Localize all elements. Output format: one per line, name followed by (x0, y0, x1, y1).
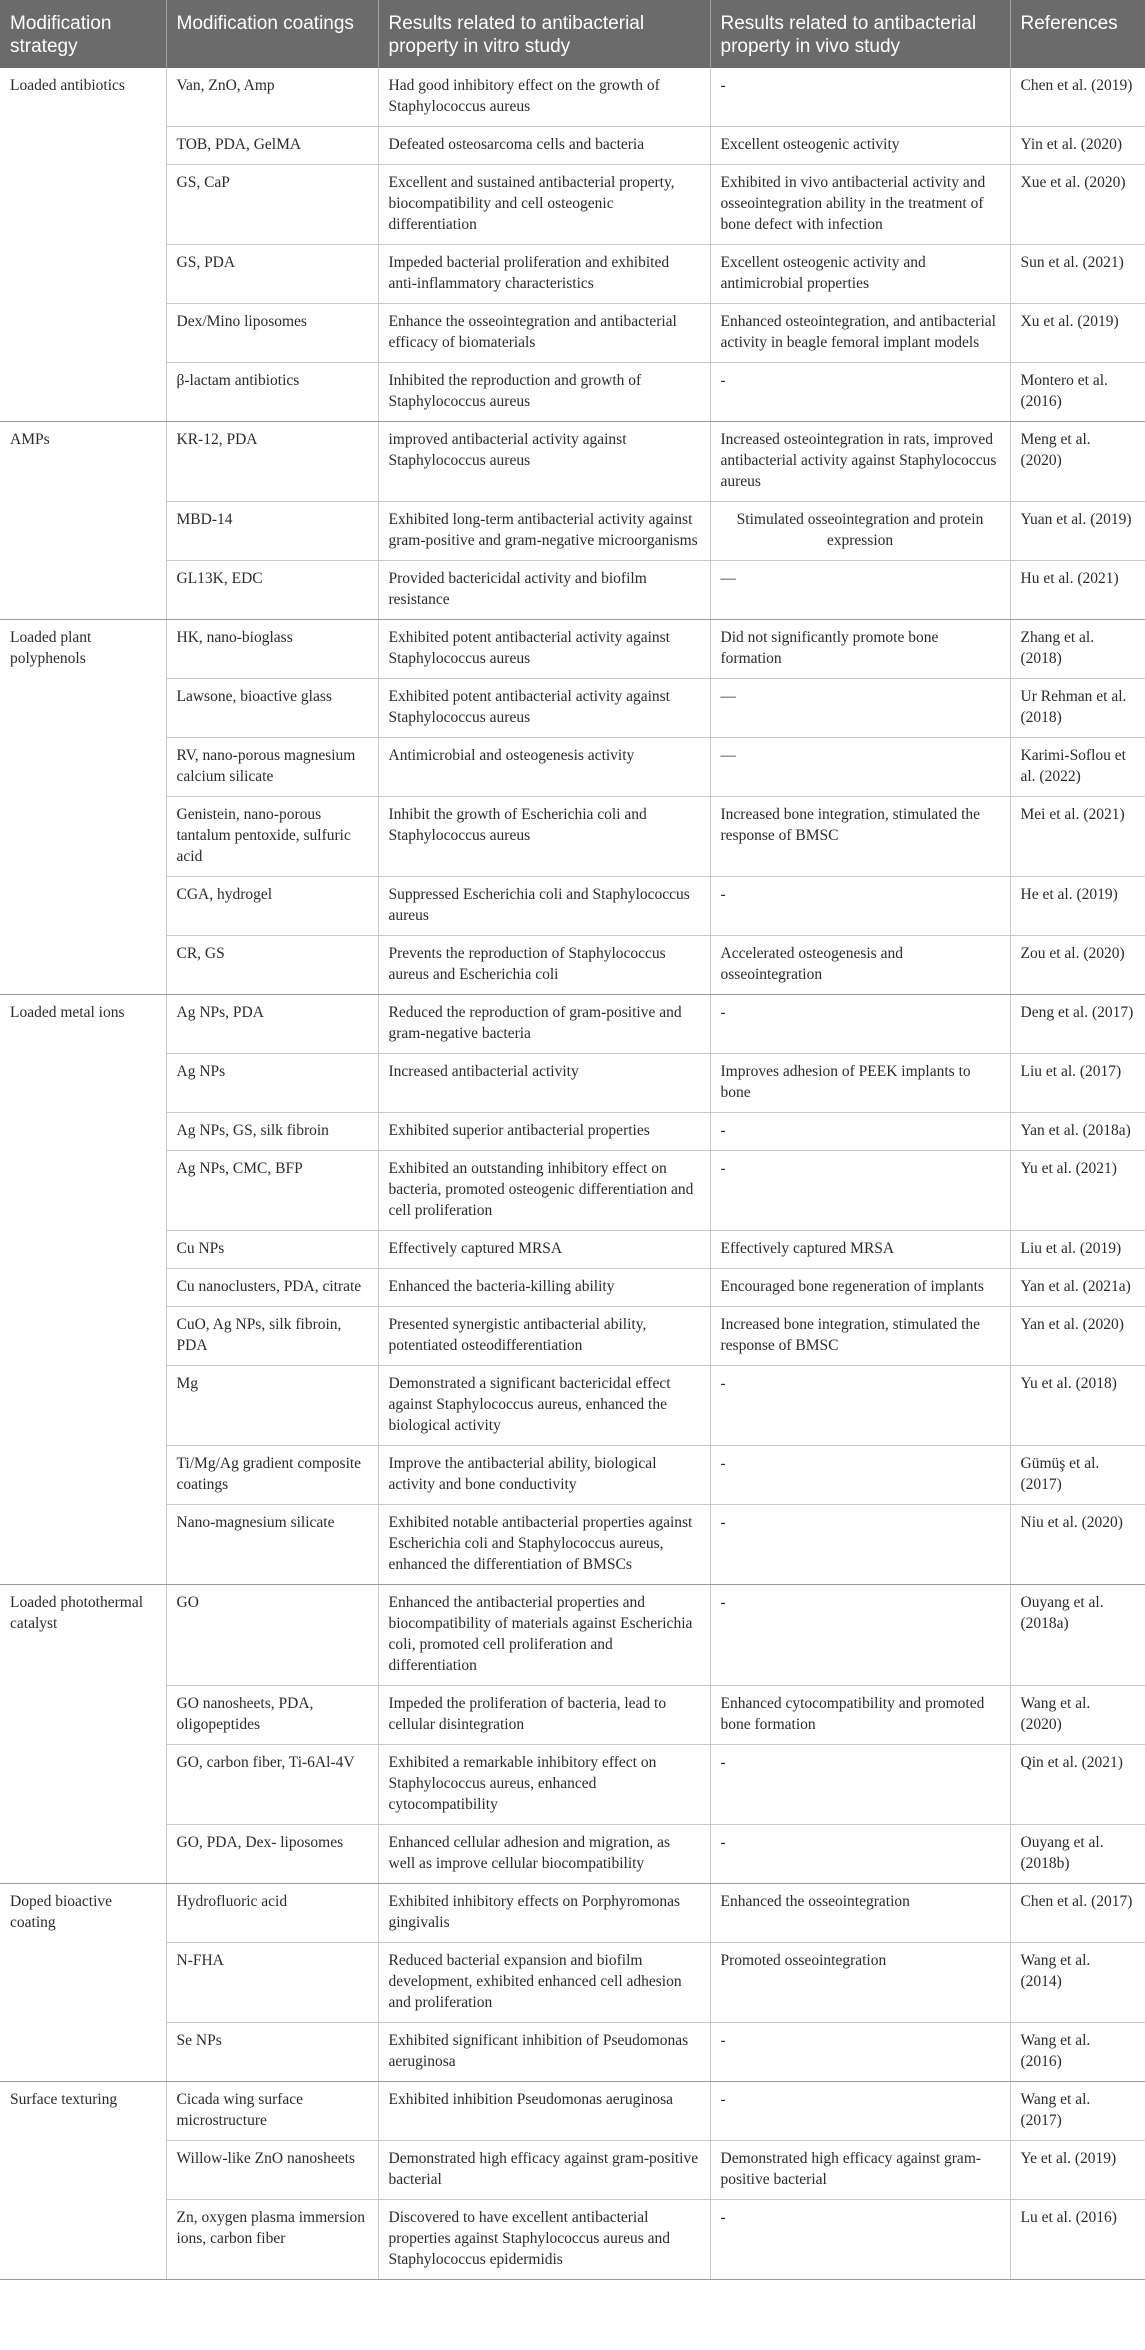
in-vivo-cell: - (710, 1825, 1010, 1884)
strategy-cell: Loaded photothermal catalyst (0, 1585, 166, 1884)
in-vivo-cell: Accelerated osteogenesis and osseointegration (710, 936, 1010, 995)
header-coatings: Modification coatings (166, 0, 378, 68)
coating-cell: Zn, oxygen plasma immersion ions, carbon fiber (166, 2200, 378, 2280)
coating-cell: Willow-like ZnO nanosheets (166, 2141, 378, 2200)
reference-cell: Chen et al. (2017) (1010, 1884, 1145, 1943)
reference-cell: Wang et al. (2020) (1010, 1686, 1145, 1745)
in-vitro-cell: Enhanced the antibacterial properties and biocompatibility of materials against Escherichia coli, promoted cell proliferation and differentiation (378, 1585, 710, 1686)
coating-cell: TOB, PDA, GelMA (166, 127, 378, 165)
reference-cell: Liu et al. (2019) (1010, 1231, 1145, 1269)
reference-cell: Zhang et al. (2018) (1010, 620, 1145, 679)
coating-cell: GO nanosheets, PDA, oligopeptides (166, 1686, 378, 1745)
in-vitro-cell: Presented synergistic antibacterial ability, potentiated osteodifferentiation (378, 1307, 710, 1366)
in-vivo-cell: - (710, 68, 1010, 127)
in-vivo-cell: — (710, 679, 1010, 738)
coating-cell: Ag NPs, GS, silk fibroin (166, 1113, 378, 1151)
strategy-cell: Doped bioactive coating (0, 1884, 166, 2082)
table-row (0, 304, 1145, 363)
coating-cell: KR-12, PDA (166, 422, 378, 502)
in-vitro-cell: Antimicrobial and osteogenesis activity (378, 738, 710, 797)
reference-cell: Wang et al. (2017) (1010, 2082, 1145, 2141)
coating-cell: Hydrofluoric acid (166, 1884, 378, 1943)
in-vivo-cell: - (710, 1505, 1010, 1585)
in-vitro-cell: improved antibacterial activity against Staphylococcus aureus (378, 422, 710, 502)
reference-cell: Lu et al. (2016) (1010, 2200, 1145, 2280)
in-vivo-cell: Improves adhesion of PEEK implants to bone (710, 1054, 1010, 1113)
coating-cell: Ag NPs, CMC, BFP (166, 1151, 378, 1231)
in-vivo-cell: Effectively captured MRSA (710, 1231, 1010, 1269)
coating-cell: Ag NPs, PDA (166, 995, 378, 1054)
table-row (0, 936, 1145, 995)
in-vitro-cell: Exhibited superior antibacterial properties (378, 1113, 710, 1151)
coating-cell: β-lactam antibiotics (166, 363, 378, 422)
in-vitro-cell: Provided bactericidal activity and biofilm resistance (378, 561, 710, 620)
coating-cell: Lawsone, bioactive glass (166, 679, 378, 738)
reference-cell: Gümüş et al. (2017) (1010, 1446, 1145, 1505)
coating-cell: Cu NPs (166, 1231, 378, 1269)
in-vitro-cell: Had good inhibitory effect on the growth of Staphylococcus aureus (378, 68, 710, 127)
in-vivo-cell: - (710, 877, 1010, 936)
table-row (0, 502, 1145, 561)
coating-cell: N-FHA (166, 1943, 378, 2023)
in-vivo-cell: Excellent osteogenic activity (710, 127, 1010, 165)
reference-cell: Deng et al. (2017) (1010, 995, 1145, 1054)
reference-cell: Yu et al. (2018) (1010, 1366, 1145, 1446)
table-row (0, 1269, 1145, 1307)
table-row (0, 2082, 1145, 2141)
coating-cell: Cu nanoclusters, PDA, citrate (166, 1269, 378, 1307)
table-row (0, 1151, 1145, 1231)
strategy-cell: Loaded plant polyphenols (0, 620, 166, 995)
in-vitro-cell: Reduced bacterial expansion and biofilm development, exhibited enhanced cell adhesion and proliferation (378, 1943, 710, 2023)
reference-cell: He et al. (2019) (1010, 877, 1145, 936)
in-vitro-cell: Reduced the reproduction of gram-positive and gram-negative bacteria (378, 995, 710, 1054)
reference-cell: Yin et al. (2020) (1010, 127, 1145, 165)
reference-cell: Wang et al. (2016) (1010, 2023, 1145, 2082)
in-vitro-cell: Impeded bacterial proliferation and exhibited anti-inflammatory characteristics (378, 245, 710, 304)
reference-cell: Sun et al. (2021) (1010, 245, 1145, 304)
reference-cell: Yuan et al. (2019) (1010, 502, 1145, 561)
reference-cell: Niu et al. (2020) (1010, 1505, 1145, 1585)
table-row (0, 1231, 1145, 1269)
header-in-vitro: Results related to antibacterial property in vitro study (378, 0, 710, 68)
coating-cell: GO, PDA, Dex- liposomes (166, 1825, 378, 1884)
in-vivo-cell: Increased bone integration, stimulated the response of BMSC (710, 797, 1010, 877)
in-vitro-cell: Enhanced cellular adhesion and migration, as well as improve cellular biocompatibility (378, 1825, 710, 1884)
in-vitro-cell: Impeded the proliferation of bacteria, lead to cellular disintegration (378, 1686, 710, 1745)
strategy-cell: Surface texturing (0, 2082, 166, 2280)
reference-cell: Mei et al. (2021) (1010, 797, 1145, 877)
coating-cell: GO (166, 1585, 378, 1686)
in-vivo-cell: - (710, 1366, 1010, 1446)
reference-cell: Ouyang et al. (2018a) (1010, 1585, 1145, 1686)
in-vivo-cell: - (710, 2200, 1010, 2280)
strategy-cell: Loaded antibiotics (0, 68, 166, 422)
table-row (0, 68, 1145, 127)
table-row (0, 363, 1145, 422)
table-body (0, 68, 1145, 2280)
table-row (0, 995, 1145, 1054)
in-vitro-cell: Exhibited potent antibacterial activity against Staphylococcus aureus (378, 679, 710, 738)
in-vivo-cell: - (710, 363, 1010, 422)
reference-cell: Ouyang et al. (2018b) (1010, 1825, 1145, 1884)
coating-cell: MBD-14 (166, 502, 378, 561)
table-row (0, 1505, 1145, 1585)
in-vitro-cell: Suppressed Escherichia coli and Staphylococcus aureus (378, 877, 710, 936)
in-vivo-cell: Encouraged bone regeneration of implants (710, 1269, 1010, 1307)
reference-cell: Yan et al. (2018a) (1010, 1113, 1145, 1151)
reference-cell: Qin et al. (2021) (1010, 1745, 1145, 1825)
in-vivo-cell: - (710, 1113, 1010, 1151)
reference-cell: Xu et al. (2019) (1010, 304, 1145, 363)
in-vivo-cell: Enhanced osteointegration, and antibacterial activity in beagle femoral implant models (710, 304, 1010, 363)
coating-cell: HK, nano-bioglass (166, 620, 378, 679)
in-vivo-cell: - (710, 1151, 1010, 1231)
table-row (0, 1686, 1145, 1745)
strategy-cell: AMPs (0, 422, 166, 620)
in-vivo-cell: Enhanced cytocompatibility and promoted bone formation (710, 1686, 1010, 1745)
coating-cell: CuO, Ag NPs, silk fibroin, PDA (166, 1307, 378, 1366)
in-vivo-cell: - (710, 1446, 1010, 1505)
reference-cell: Chen et al. (2019) (1010, 68, 1145, 127)
coating-cell: Mg (166, 1366, 378, 1446)
in-vivo-cell: - (710, 995, 1010, 1054)
table-row (0, 877, 1145, 936)
reference-cell: Yan et al. (2021a) (1010, 1269, 1145, 1307)
coating-cell: Cicada wing surface microstructure (166, 2082, 378, 2141)
coating-cell: GS, CaP (166, 165, 378, 245)
table-row (0, 797, 1145, 877)
in-vivo-cell: - (710, 2082, 1010, 2141)
coating-cell: CGA, hydrogel (166, 877, 378, 936)
table-row (0, 561, 1145, 620)
table-row (0, 127, 1145, 165)
reference-cell: Yu et al. (2021) (1010, 1151, 1145, 1231)
table-row (0, 1745, 1145, 1825)
in-vitro-cell: Exhibited an outstanding inhibitory effect on bacteria, promoted osteogenic differentiation and cell proliferation (378, 1151, 710, 1231)
in-vivo-cell: Increased osteointegration in rats, improved antibacterial activity against Staphylococcus aureus (710, 422, 1010, 502)
coating-cell: Genistein, nano-porous tantalum pentoxide, sulfuric acid (166, 797, 378, 877)
in-vitro-cell: Improve the antibacterial ability, biological activity and bone conductivity (378, 1446, 710, 1505)
in-vivo-cell: Promoted osseointegration (710, 1943, 1010, 2023)
in-vitro-cell: Exhibited significant inhibition of Pseudomonas aeruginosa (378, 2023, 710, 2082)
header-row (0, 0, 1145, 68)
in-vivo-cell: Increased bone integration, stimulated the response of BMSC (710, 1307, 1010, 1366)
table-row (0, 1113, 1145, 1151)
in-vitro-cell: Inhibited the reproduction and growth of Staphylococcus aureus (378, 363, 710, 422)
table-row (0, 1366, 1145, 1446)
in-vitro-cell: Exhibited a remarkable inhibitory effect on Staphylococcus aureus, enhanced cytocompatibility (378, 1745, 710, 1825)
coating-cell: GL13K, EDC (166, 561, 378, 620)
in-vitro-cell: Exhibited inhibition Pseudomonas aeruginosa (378, 2082, 710, 2141)
header-references: References (1010, 0, 1145, 68)
table-row (0, 1825, 1145, 1884)
coating-cell: GS, PDA (166, 245, 378, 304)
in-vitro-cell: Exhibited notable antibacterial properties against Escherichia coli and Staphylococcus aureus, enhanced the differentiation of BMSCs (378, 1505, 710, 1585)
strategy-cell: Loaded metal ions (0, 995, 166, 1585)
table-row (0, 1446, 1145, 1505)
in-vitro-cell: Discovered to have excellent antibacterial properties against Staphylococcus aureus and Staphylococcus epidermidis (378, 2200, 710, 2280)
table-row (0, 2023, 1145, 2082)
reference-cell: Ye et al. (2019) (1010, 2141, 1145, 2200)
in-vivo-cell: — (710, 561, 1010, 620)
reference-cell: Meng et al. (2020) (1010, 422, 1145, 502)
table-row (0, 1054, 1145, 1113)
reference-cell: Liu et al. (2017) (1010, 1054, 1145, 1113)
in-vivo-cell: Excellent osteogenic activity and antimicrobial properties (710, 245, 1010, 304)
coating-cell: CR, GS (166, 936, 378, 995)
table-row (0, 1585, 1145, 1686)
reference-cell: Ur Rehman et al. (2018) (1010, 679, 1145, 738)
in-vivo-cell: Demonstrated high efficacy against gram-positive bacterial (710, 2141, 1010, 2200)
in-vivo-cell: - (710, 2023, 1010, 2082)
table-row (0, 245, 1145, 304)
coating-cell: Se NPs (166, 2023, 378, 2082)
in-vitro-cell: Prevents the reproduction of Staphylococcus aureus and Escherichia coli (378, 936, 710, 995)
in-vitro-cell: Defeated osteosarcoma cells and bacteria (378, 127, 710, 165)
coating-cell: Dex/Mino liposomes (166, 304, 378, 363)
reference-cell: Yan et al. (2020) (1010, 1307, 1145, 1366)
header-strategy: Modification strategy (0, 0, 166, 68)
coating-cell: Ti/Mg/Ag gradient composite coatings (166, 1446, 378, 1505)
coating-cell: Van, ZnO, Amp (166, 68, 378, 127)
in-vivo-cell: Exhibited in vivo antibacterial activity and osseointegration ability in the treatment of bone defect with infection (710, 165, 1010, 245)
reference-cell: Wang et al. (2014) (1010, 1943, 1145, 2023)
in-vitro-cell: Excellent and sustained antibacterial property, biocompatibility and cell osteogenic differentiation (378, 165, 710, 245)
reference-cell: Karimi-Soflou et al. (2022) (1010, 738, 1145, 797)
table-row (0, 2141, 1145, 2200)
in-vivo-cell: Did not significantly promote bone formation (710, 620, 1010, 679)
coating-cell: Ag NPs (166, 1054, 378, 1113)
in-vitro-cell: Inhibit the growth of Escherichia coli and Staphylococcus aureus (378, 797, 710, 877)
table-row (0, 422, 1145, 502)
in-vitro-cell: Enhanced the bacteria-killing ability (378, 1269, 710, 1307)
in-vivo-cell: Enhanced the osseointegration (710, 1884, 1010, 1943)
reference-cell: Xue et al. (2020) (1010, 165, 1145, 245)
table-row (0, 1884, 1145, 1943)
table-row (0, 2200, 1145, 2280)
coating-cell: Nano-magnesium silicate (166, 1505, 378, 1585)
reference-cell: Montero et al. (2016) (1010, 363, 1145, 422)
in-vitro-cell: Demonstrated high efficacy against gram-positive bacterial (378, 2141, 710, 2200)
coating-cell: RV, nano-porous magnesium calcium silicate (166, 738, 378, 797)
in-vivo-cell: - (710, 1745, 1010, 1825)
in-vitro-cell: Demonstrated a significant bactericidal effect against Staphylococcus aureus, enhanced the biological activity (378, 1366, 710, 1446)
table-row (0, 1307, 1145, 1366)
table-row (0, 738, 1145, 797)
in-vivo-cell: Stimulated osseointegration and protein expression (710, 502, 1010, 561)
table-row (0, 165, 1145, 245)
reference-cell: Zou et al. (2020) (1010, 936, 1145, 995)
coating-cell: GO, carbon fiber, Ti-6Al-4V (166, 1745, 378, 1825)
reference-cell: Hu et al. (2021) (1010, 561, 1145, 620)
in-vitro-cell: Exhibited long-term antibacterial activity against gram-positive and gram-negative microorganisms (378, 502, 710, 561)
table-row (0, 1943, 1145, 2023)
in-vitro-cell: Increased antibacterial activity (378, 1054, 710, 1113)
in-vitro-cell: Exhibited potent antibacterial activity against Staphylococcus aureus (378, 620, 710, 679)
in-vitro-cell: Enhance the osseointegration and antibacterial efficacy of biomaterials (378, 304, 710, 363)
in-vitro-cell: Effectively captured MRSA (378, 1231, 710, 1269)
table-row (0, 679, 1145, 738)
in-vivo-cell: - (710, 1585, 1010, 1686)
table-row (0, 620, 1145, 679)
in-vivo-cell: — (710, 738, 1010, 797)
header-in-vivo: Results related to antibacterial property in vivo study (710, 0, 1010, 68)
in-vitro-cell: Exhibited inhibitory effects on Porphyromonas gingivalis (378, 1884, 710, 1943)
